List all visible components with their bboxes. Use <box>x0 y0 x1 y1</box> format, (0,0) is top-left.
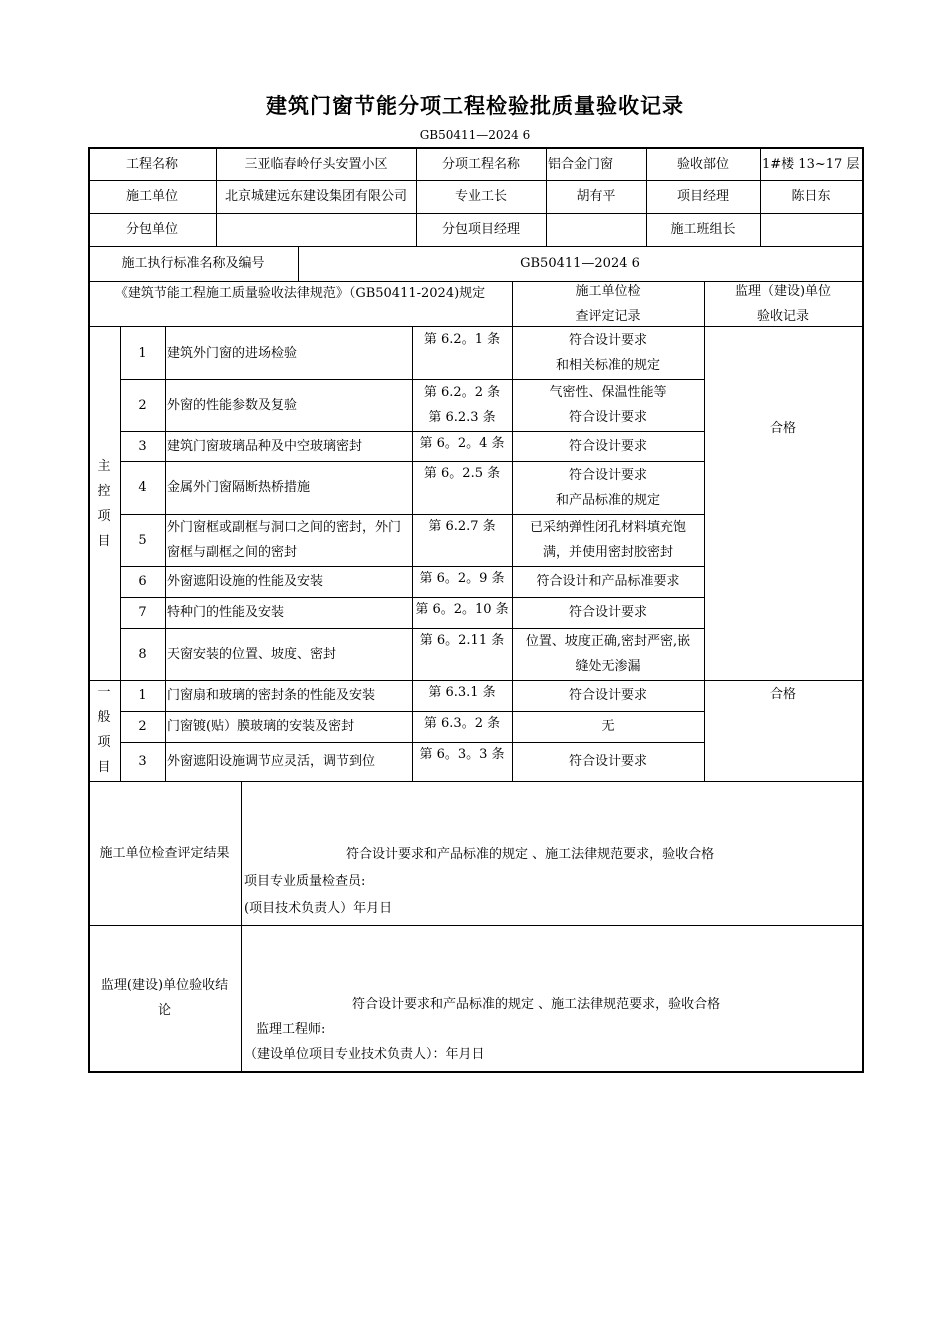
main-control-item-name: 外窗遮阳设施的性能及安装 <box>167 574 324 589</box>
supervising-engineer-signature: 监理工程师: <box>256 1022 326 1037</box>
general-item-name: 门窗镀(贴）膜玻璃的安装及密封 <box>167 719 355 734</box>
standard-value: GB50411—2024 6 <box>520 256 640 271</box>
supervisor-conclusion-label: 监理(建设)单位验收结 论 <box>100 978 229 1018</box>
subcontractor-label: 分包单位 <box>125 222 178 237</box>
document-title: 建筑门窗节能分项工程检验批质量验收记录 <box>266 94 684 118</box>
main-control-item-name: 建筑门窗玻璃品种及中空玻璃密封 <box>167 438 363 454</box>
general-item-number: 2 <box>138 719 147 734</box>
sub-project-value: 铝合金门窗 <box>548 156 614 172</box>
general-item-record: 符合设计要求 <box>568 754 647 769</box>
project-name-value: 三亚临春岭仔头安置小区 <box>244 156 388 172</box>
main-control-item-clause: 第 6.2。1 条 <box>423 332 501 347</box>
foreman-value: 胡有平 <box>576 189 616 204</box>
main-control-item-number: 5 <box>138 532 147 548</box>
spec-heading: 《建筑节能工程施工质量验收法律规范》（GB50411-2024)规定 <box>114 286 486 301</box>
main-control-item-clause: 第 6。2.5 条 <box>423 466 501 481</box>
main-control-item-clause: 第 6。2。4 条 <box>419 436 505 451</box>
main-control-item-record: 符合设计要求 和相关标准的规定 <box>555 333 660 373</box>
main-control-item-record: 符合设计要求 <box>568 605 647 620</box>
main-control-item-record: 符合设计和产品标准要求 <box>536 574 680 589</box>
main-control-item-name: 特种门的性能及安装 <box>167 605 285 620</box>
general-result: 合格 <box>769 686 796 702</box>
sub-project-manager-value <box>546 213 646 246</box>
main-control-result: 合格 <box>769 421 796 436</box>
supervisor-conclusion-text: 符合设计要求和产品标准的规定 、施工法律规范要求，验收合格 <box>352 997 721 1012</box>
main-control-item-number: 8 <box>138 646 147 662</box>
main-control-item-record: 符合设计要求 <box>568 438 647 454</box>
general-item-name: 外窗遮阳设施调节应灵活，调节到位 <box>167 754 376 769</box>
foreman-label: 专业工长 <box>454 189 507 204</box>
main-control-item-number: 2 <box>138 397 147 413</box>
technical-lead-signature: (项目技术负责人）年月日 <box>244 901 393 916</box>
main-control-item-clause: 第 6。2。10 条 <box>415 602 509 617</box>
main-control-item-number: 3 <box>138 438 147 454</box>
general-item-name: 门窗扇和玻璃的密封条的性能及安装 <box>167 688 376 703</box>
general-group-label: 一 般 项 目 <box>97 685 111 775</box>
general-item-clause: 第 6.3。2 条 <box>423 716 501 731</box>
sub-project-manager-label: 分包项目经理 <box>441 222 520 237</box>
contractor-conclusion-text: 符合设计要求和产品标准的规定 、施工法律规范要求，验收合格 <box>346 847 715 862</box>
subcontractor-value <box>216 213 416 246</box>
project-name-label: 工程名称 <box>125 156 178 172</box>
table-bottom-border <box>88 1071 864 1073</box>
main-control-item-number: 7 <box>138 605 147 620</box>
main-control-item-number: 6 <box>138 574 147 589</box>
main-control-item-record: 气密性、保温性能等 符合设计要求 <box>549 385 667 425</box>
main-control-item-record: 符合设计要求 和产品标准的规定 <box>555 467 660 508</box>
main-control-item-name: 外窗的性能参数及复验 <box>167 397 298 413</box>
acceptance-part-value: 1#楼 13~17 层 <box>762 156 860 172</box>
general-item-clause: 第 6。3。3 条 <box>419 747 505 762</box>
main-control-item-name: 建筑外门窗的进场检验 <box>167 345 298 361</box>
quality-inspector-signature: 项目专业质量检查员: <box>244 874 366 889</box>
main-control-item-clause: 第 6.2.7 条 <box>428 519 496 534</box>
main-control-item-clause: 第 6。2.11 条 <box>419 633 505 648</box>
table-right-border <box>862 147 864 1073</box>
project-manager-label: 项目经理 <box>676 189 729 204</box>
contractor-conclusion-label: 施工单位检查评定结果 <box>99 845 230 861</box>
main-control-item-name: 金属外门窗隔断热桥措施 <box>167 480 311 495</box>
general-item-record: 符合设计要求 <box>568 688 647 703</box>
standard-label: 施工执行标准名称及编号 <box>121 256 265 271</box>
acceptance-part-label: 验收部位 <box>676 156 729 172</box>
main-control-item-clause: 第 6.2。2 条 第 6.2.3 条 <box>423 385 501 425</box>
contractor-value: 北京城建远东建设集团有限公司 <box>224 189 407 204</box>
main-control-item-record: 位置、坡度正确,密封严密,嵌 缝处无渗漏 <box>525 634 691 674</box>
contractor-record-heading: 施工单位检 查评定记录 <box>575 283 641 324</box>
main-control-item-clause: 第 6。2。9 条 <box>419 571 505 586</box>
general-item-clause: 第 6.3.1 条 <box>428 685 496 700</box>
general-item-number: 3 <box>138 754 147 769</box>
main-control-item-record: 已采纳弹性闭孔材料填充饱 满，并使用密封胶密封 <box>529 520 686 560</box>
column-divider <box>241 781 242 1071</box>
contractor-label: 施工单位 <box>125 189 178 204</box>
supervisor-record-heading: 监理（建设)单位 验收记录 <box>734 283 832 324</box>
main-control-item-number: 1 <box>138 345 147 361</box>
main-control-item-number: 4 <box>138 480 147 495</box>
project-manager-value: 陈日东 <box>791 189 831 204</box>
main-control-group-label: 主 控 项 目 <box>97 458 111 549</box>
general-item-number: 1 <box>138 688 147 703</box>
team-leader-value <box>760 213 862 246</box>
main-control-item-name: 外门窗框或副框与洞口之间的密封，外门窗框与副框之间的密封 <box>167 520 402 560</box>
owner-technical-lead-signature: （建设单位项目专业技术负责人）：年月日 <box>244 1047 485 1062</box>
team-leader-label: 施工班组长 <box>670 222 736 237</box>
sub-project-label: 分项工程名称 <box>441 156 520 172</box>
main-control-item-name: 天窗安装的位置、坡度、密封 <box>167 646 337 662</box>
standard-code: GB50411—2024 6 <box>419 128 531 142</box>
general-item-record: 无 <box>601 719 615 734</box>
